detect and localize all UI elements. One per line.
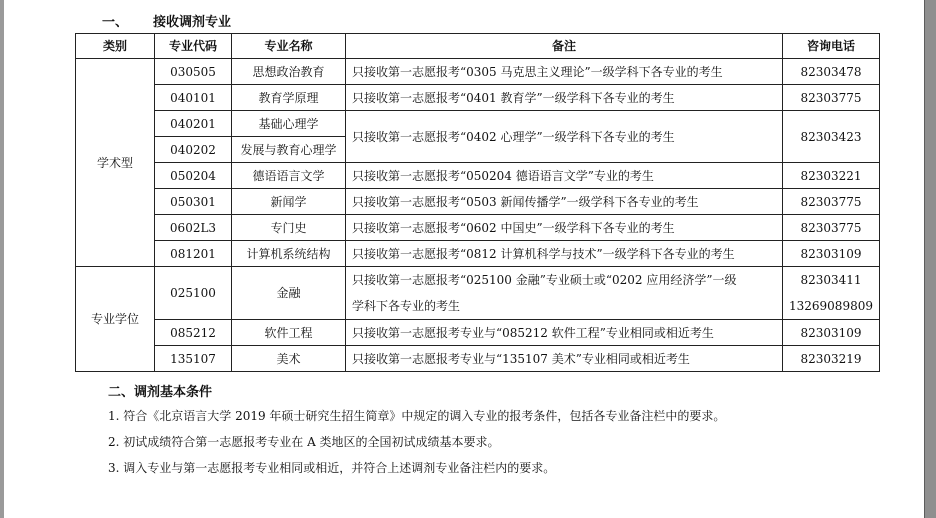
table-row <box>76 346 880 372</box>
cell-code: 040201 <box>155 111 232 137</box>
cell-note: 只接收第一志愿报考“0602 中国史”一级学科下各专业的考生 <box>346 215 783 241</box>
cell-code: 085212 <box>155 320 232 346</box>
cell-phone-psychology: 82303423 <box>783 111 880 163</box>
cell-phone: 82303219 <box>783 346 880 372</box>
header-note: 备注 <box>346 34 783 59</box>
condition-item: 3. 调入专业与第一志愿报考专业相同或相近，并符合上述调剂专业备注栏内的要求。 <box>108 461 556 475</box>
cell-code: 040202 <box>155 137 232 163</box>
note-line: 学科下各专业的考生 <box>352 299 461 313</box>
table-row <box>76 215 880 241</box>
cell-name: 计算机系统结构 <box>232 241 346 267</box>
cell-note: 只接收第一志愿报考“0812 计算机科学与技术”一级学科下各专业的考生 <box>346 241 783 267</box>
cell-phone-finance <box>783 267 880 320</box>
cell-phone: 82303478 <box>783 59 880 85</box>
cell-phone: 82303775 <box>783 85 880 111</box>
left-border-strip <box>0 0 4 518</box>
cell-name: 教育学原理 <box>232 85 346 111</box>
cell-note: 只接收第一志愿报考“050204 德语语言文学”专业的考生 <box>346 163 783 189</box>
cell-name: 专门史 <box>232 215 346 241</box>
cell-name: 新闻学 <box>232 189 346 215</box>
cell-note-psychology: 只接收第一志愿报考“0402 心理学”一级学科下各专业的考生 <box>346 111 783 163</box>
section1-number: 一、 <box>102 15 129 30</box>
phone-line: 13269089809 <box>789 299 873 313</box>
cell-phone: 82303775 <box>783 215 880 241</box>
phone-line: 82303411 <box>800 273 862 287</box>
cell-code: 025100 <box>155 267 232 320</box>
cell-name: 美术 <box>232 346 346 372</box>
cell-code: 040101 <box>155 85 232 111</box>
cell-name: 金融 <box>232 267 346 320</box>
cell-note: 只接收第一志愿报考专业与“085212 软件工程”专业相同或相近考生 <box>346 320 783 346</box>
table-row <box>76 59 880 85</box>
cell-name: 思想政治教育 <box>232 59 346 85</box>
table-row <box>76 267 880 320</box>
cell-phone: 82303775 <box>783 189 880 215</box>
adjustment-majors-table <box>75 33 880 372</box>
cell-name: 德语语言文学 <box>232 163 346 189</box>
cell-code: 081201 <box>155 241 232 267</box>
header-name: 专业名称 <box>232 34 346 59</box>
cell-note: 只接收第一志愿报考“0305 马克思主义理论”一级学科下各专业的考生 <box>346 59 783 85</box>
category-professional: 专业学位 <box>76 267 155 372</box>
category-academic: 学术型 <box>76 59 155 267</box>
header-phone: 咨询电话 <box>783 34 880 59</box>
condition-item: 2. 初试成绩符合第一志愿报考专业在 A 类地区的全国初试成绩基本要求。 <box>108 435 500 449</box>
table-row <box>76 111 880 137</box>
cell-phone: 82303109 <box>783 241 880 267</box>
table-row <box>76 241 880 267</box>
condition-item: 1. 符合《北京语言大学 2019 年硕士研究生招生简章》中规定的调入专业的报考条件，包括各专业备注栏中的要求。 <box>108 409 726 423</box>
table-row <box>76 189 880 215</box>
section2-title: 二、调剂基本条件 <box>108 385 213 400</box>
table-row <box>76 85 880 111</box>
table-header-row <box>76 34 880 59</box>
cell-code: 050301 <box>155 189 232 215</box>
header-code: 专业代码 <box>155 34 232 59</box>
cell-note: 只接收第一志愿报考“0401 教育学”一级学科下各专业的考生 <box>346 85 783 111</box>
cell-code: 050204 <box>155 163 232 189</box>
cell-note-finance <box>346 267 783 320</box>
cell-note: 只接收第一志愿报考“0503 新闻传播学”一级学科下各专业的考生 <box>346 189 783 215</box>
cell-name: 基础心理学 <box>232 111 346 137</box>
cell-code: 135107 <box>155 346 232 372</box>
section1-title: 接收调剂专业 <box>153 15 232 30</box>
note-line: 只接收第一志愿报考“025100 金融”专业硕士或“0202 应用经济学”一级 <box>352 273 737 287</box>
cell-name: 软件工程 <box>232 320 346 346</box>
cell-phone: 82303109 <box>783 320 880 346</box>
table-row <box>76 163 880 189</box>
cell-name: 发展与教育心理学 <box>232 137 346 163</box>
cell-code: 030505 <box>155 59 232 85</box>
cell-phone: 82303221 <box>783 163 880 189</box>
cell-note: 只接收第一志愿报考专业与“135107 美术”专业相同或相近考生 <box>346 346 783 372</box>
right-border-strip <box>925 0 936 518</box>
cell-code: 0602L3 <box>155 215 232 241</box>
table-row <box>76 320 880 346</box>
header-category: 类别 <box>76 34 155 59</box>
